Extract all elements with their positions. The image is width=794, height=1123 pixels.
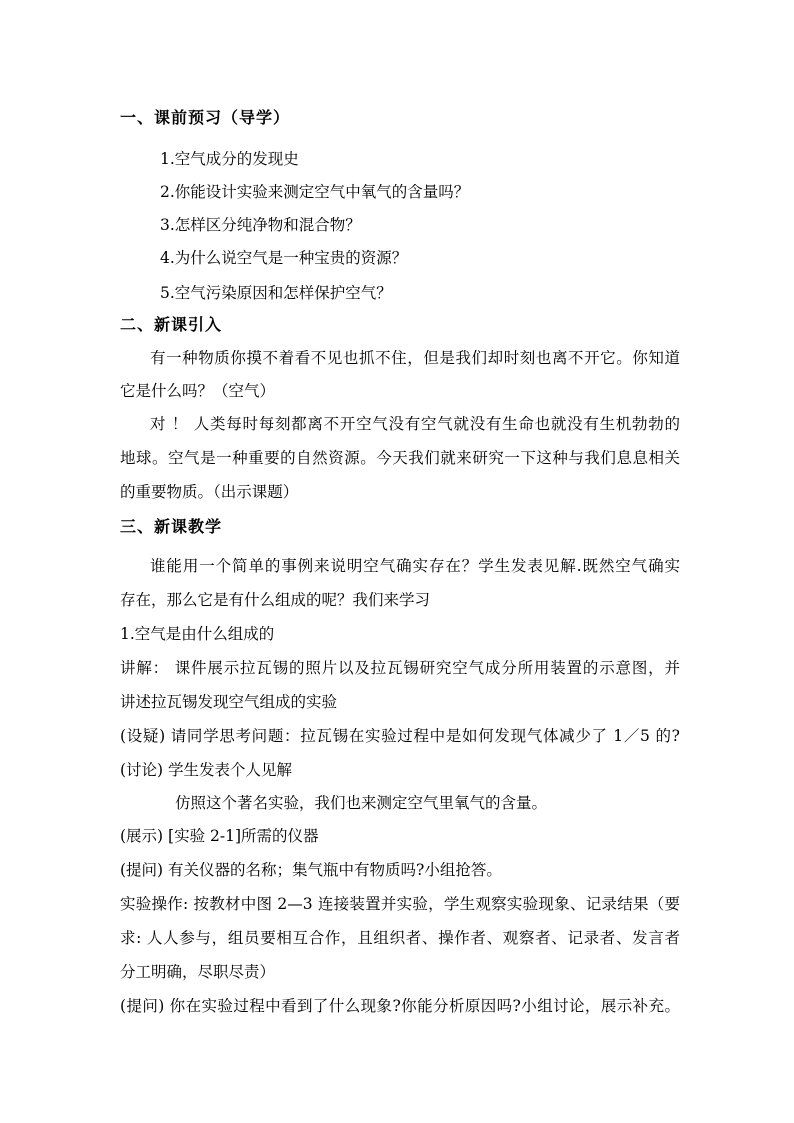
preview-item: 5.空气污染原因和怎样保护空气？: [160, 284, 392, 302]
paragraph-line: (设疑) 请同学思考问题：拉瓦锡在实验过程中是如何发现气体减少了 1／5 的?: [120, 727, 680, 745]
paragraph-line: (展示) [实验 2-1]所需的仪器: [120, 827, 319, 845]
paragraph-line: 讲解： 课件展示拉瓦锡的照片以及拉瓦锡研究空气成分所用装置的示意图，并: [120, 659, 680, 677]
preview-item: 1.空气成分的发现史: [160, 150, 299, 168]
paragraph-line: (提问) 你在实验过程中看到了什么现象?你能分析原因吗?小组讨论，展示补充。: [120, 997, 680, 1015]
paragraph-line: (提问) 有关仪器的名称；集气瓶中有物质吗?小组抢答。: [120, 861, 502, 879]
paragraph-line: 实验操作: 按教材中图 2—3 连接装置并实验，学生观察实验现象、记录结果（要: [120, 895, 680, 913]
section-heading-teaching: 三、新课教学: [120, 517, 223, 536]
paragraph-line: 的重要物质。（出示课题）: [120, 483, 299, 501]
subheading-line: 1.空气是由什么组成的: [120, 625, 275, 643]
section-heading-preview: 一、课前预习（导学）: [120, 108, 291, 127]
paragraph-line: 有一种物质你摸不着看不见也抓不住，但是我们却时刻也离不开它。你知道: [150, 349, 680, 367]
preview-item: 4.为什么说空气是一种宝贵的资源？: [160, 249, 408, 267]
paragraph-line: 存在，那么它是有什么组成的呢？我们来学习: [120, 591, 431, 609]
preview-item: 2.你能设计实验来测定空气中氧气的含量吗？: [160, 183, 470, 201]
section-heading-intro: 二、新课引入: [120, 315, 223, 334]
paragraph-line: 仿照这个著名实验，我们也来测定空气里氧气的含量。: [175, 794, 548, 812]
paragraph-line: 地球。空气是一种重要的自然资源。今天我们就来研究一下这种与我们息息相关: [120, 449, 680, 467]
paragraph-line: 分工明确，尽职尽责）: [120, 963, 276, 981]
paragraph-line: 讲述拉瓦锡发现空气组成的实验: [120, 693, 338, 711]
paragraph-line: 它是什么吗？（空气）: [120, 382, 276, 400]
preview-item: 3.怎样区分纯净物和混合物？: [160, 216, 361, 234]
paragraph-line: 对 ！ 人类每时每刻都离不开空气没有空气就没有生命也就没有生机勃勃的: [150, 415, 680, 433]
paragraph-line: (讨论) 学生发表个人见解: [120, 761, 293, 779]
paragraph-line: 谁能用一个简单的事例来说明空气确实存在？学生发表见解.既然空气确实: [150, 557, 680, 575]
paragraph-line: 求: 人人参与，组员要相互合作，且组织者、操作者、观察者、记录者、发言者: [120, 929, 680, 947]
